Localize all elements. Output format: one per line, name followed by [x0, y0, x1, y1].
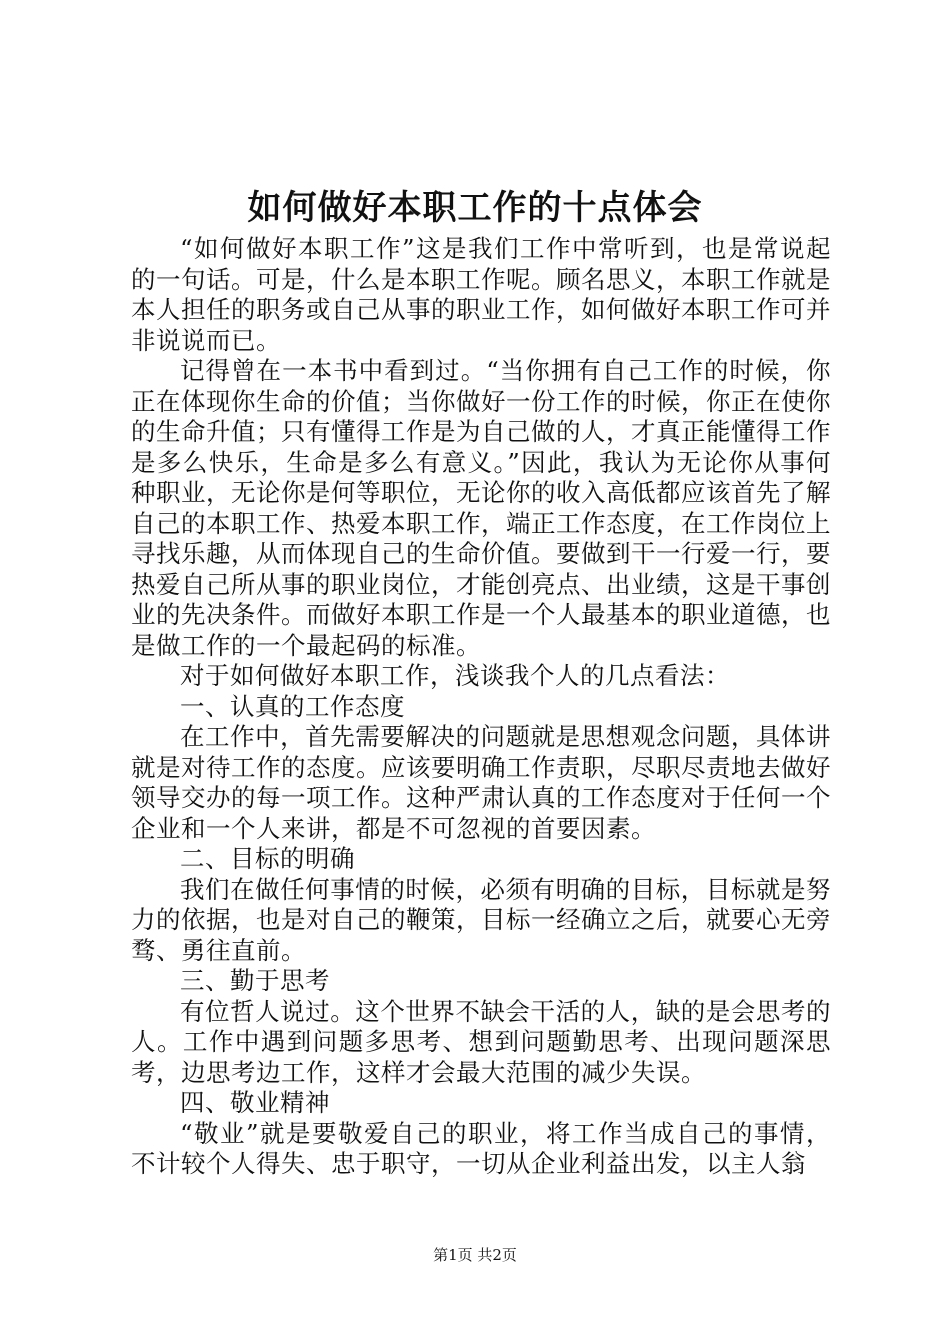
- section-heading-2: 二、目标的明确: [180, 844, 355, 873]
- paragraph-section-4: “敬业”就是要敬爱自己的职业，将工作当成自己的事情，不计较个人得失、忠于职守，一切从企业利益出发，以主人翁: [131, 1118, 831, 1178]
- paragraph-intro: “如何做好本职工作”这是我们工作中常听到，也是常说起的一句话。可是，什么是本职工作呢。顾名思义，本职工作就是本人担任的职务或自己从事的职业工作，如何做好本职工作可并非说说而已。: [131, 234, 831, 355]
- section-heading-3: 三、勤于思考: [180, 966, 330, 995]
- paragraph-lead: 对于如何做好本职工作，浅谈我个人的几点看法：: [180, 661, 730, 690]
- section-heading-4: 四、敬业精神: [180, 1088, 330, 1117]
- paragraph-section-2: 我们在做任何事情的时候，必须有明确的目标，目标就是努力的依据，也是对自己的鞭策，目标一经确立之后，就要心无旁骛、勇往直前。: [131, 874, 831, 965]
- document-title: 如何做好本职工作的十点体会: [247, 188, 703, 228]
- section-heading-1: 一、认真的工作态度: [180, 691, 405, 721]
- paragraph-section-3: 有位哲人说过。这个世界不缺会干活的人，缺的是会思考的人。工作中遇到问题多思考、想到问题勤思考、出现问题深思考，边思考边工作，这样才会最大范围的减少失误。: [131, 996, 831, 1087]
- document-body: [131, 234, 831, 1180]
- paragraph-section-1: 在工作中，首先需要解决的问题就是思想观念问题，具体讲就是对待工作的态度。应该要明确工作责职，尽职尽责地去做好领导交办的每一项工作。这种严肃认真的工作态度对于任何一个企业和一个人来讲，都是不可忽视的首要因素。: [131, 722, 831, 843]
- page-footer: 第1页 共2页: [433, 1246, 517, 1264]
- paragraph-quote: 记得曾在一本书中看到过。“当你拥有自己工作的时候，你正在体现你生命的价值；当你做好一份工作的时候，你正在使你的生命升值；只有懂得工作是为自己做的人，才真正能懂得工作是多么快乐，生命是多么有意义。”因此，我认为无论你从事何种职业，无论你是何等职位，无论你的收入高低都应该首先了解自己的本职工作、热爱本职工作，端正工作态度，在工作岗位上寻找乐趣，从而体现自己的生命价值。要做到干一行爱一行，要热爱自己所从事的职业岗位，才能创亮点、出业绩，这是干事创业的先决条件。而做好本职工作是一个人最基本的职业道德，也是做工作的一个最起码的标准。: [131, 356, 831, 660]
